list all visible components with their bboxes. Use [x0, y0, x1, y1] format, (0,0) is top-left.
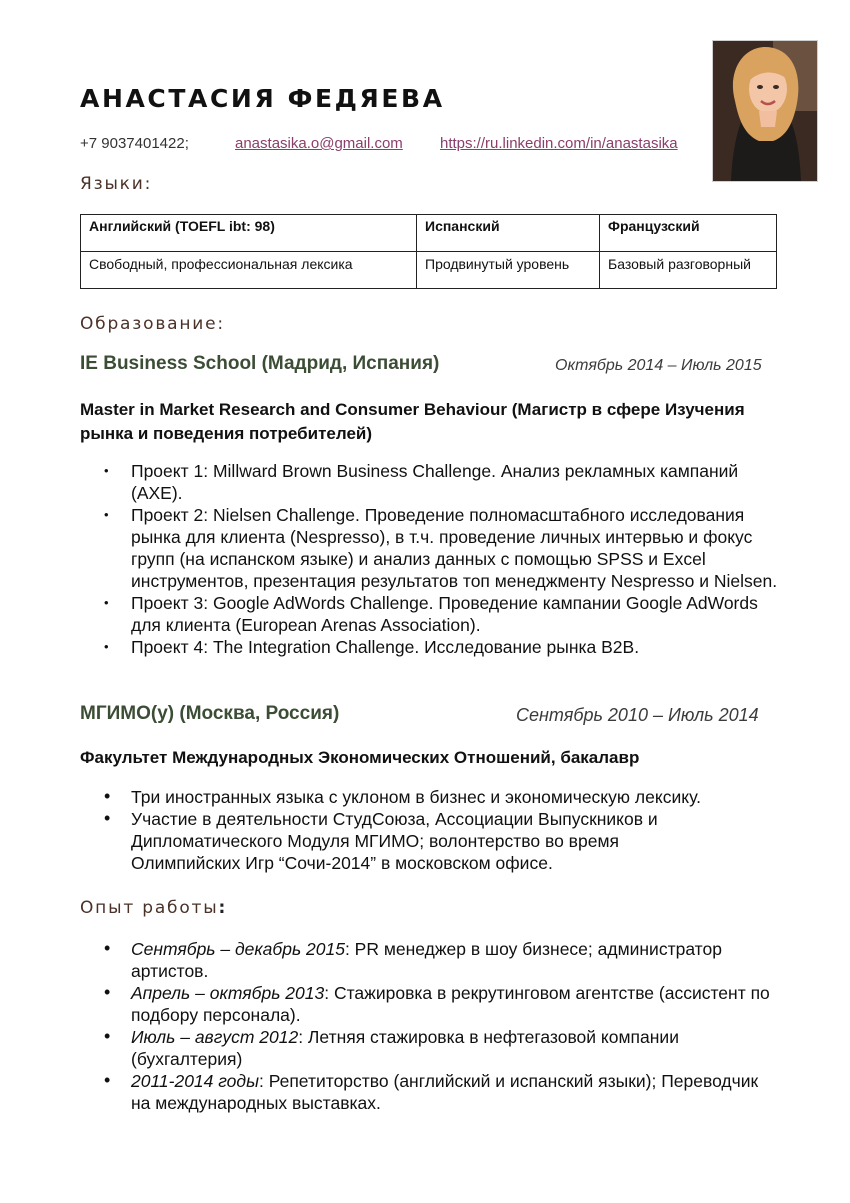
- list-item: • Проект 4: The Integration Challenge. Исследование рынка B2B.: [104, 637, 640, 657]
- portrait-image: [713, 41, 817, 181]
- table-cell: Продвинутый уровень: [417, 252, 600, 289]
- list-item: • Участие в деятельности СтудСоюза, Ассоциации Выпускников и Дипломатического Модуля МГИМО; волонтерство во время Олимпийских Игр “Сочи-2014” в московском офисе.: [104, 808, 658, 873]
- school-dates-ie: Октябрь 2014 – Июль 2015: [555, 357, 762, 374]
- bullet: •: [104, 1026, 111, 1046]
- list-item: • Сентябрь – декабрь 2015: PR менеджер в шоу бизнесе; администратор артистов.: [104, 938, 722, 981]
- languages-table: [80, 214, 777, 289]
- bullet: •: [104, 786, 111, 806]
- languages-header-row: [81, 215, 777, 252]
- experience-list: [80, 938, 770, 1114]
- bullet: •: [104, 938, 111, 958]
- experience-period: Сентябрь – декабрь 2015: [131, 939, 345, 959]
- bullet: •: [104, 463, 109, 478]
- table-cell: Базовый разговорный: [600, 252, 777, 289]
- profile-photo: [712, 40, 818, 182]
- bullet: •: [104, 1070, 111, 1090]
- degree-ie: Master in Market Research and Consumer Behaviour (Магистр в сфере Изучения рынка и поведения потребителей): [80, 400, 745, 443]
- school-dates-mgimo: Сентябрь 2010 – Июль 2014: [516, 705, 759, 725]
- section-title-education: Образование:: [80, 314, 225, 334]
- list-item: • Проект 1: Millward Brown Business Challenge. Анализ рекламных кампаний (AXE).: [104, 461, 739, 503]
- bullet: •: [104, 595, 109, 610]
- list-item: • Июль – август 2012: Летняя стажировка в нефтегазовой компании (бухгалтерия): [104, 1026, 679, 1069]
- table-cell: Французский: [600, 215, 777, 252]
- phone-number: +7 9037401422;: [80, 135, 189, 152]
- section-title-languages: Языки:: [80, 174, 153, 194]
- email-link[interactable]: anastasika.o@gmail.com: [235, 135, 403, 152]
- bullet: •: [104, 982, 111, 1002]
- degree-mgimo: Факультет Международных Экономических Отношений, бакалавр: [80, 748, 640, 767]
- table-cell: Свободный, профессиональная лексика: [81, 252, 417, 289]
- bullet: •: [104, 808, 111, 828]
- ie-projects-list: [80, 460, 780, 658]
- linkedin-link[interactable]: https://ru.linkedin.com/in/anastasika: [440, 135, 678, 152]
- mgimo-activities-list: [80, 786, 720, 874]
- list-item: • Проект 2: Nielsen Challenge. Проведение полномасштабного исследования рынка для клиента (Nespresso), в т.ч. проведение личных интервью и фокус групп (на испанском языке) и анализ данных с помощью SPSS и Excel инструментов, презентация результатов топ менеджменту Nespresso и Nielsen.: [104, 505, 778, 591]
- bullet: •: [104, 507, 109, 522]
- list-item: • 2011-2014 годы: Репетиторство (английский и испанский языки); Переводчик на международных выставках.: [104, 1070, 759, 1113]
- school-name-mgimo: МГИМО(у) (Москва, Россия): [80, 703, 340, 724]
- list-item: • Три иностранных языка с уклоном в бизнес и экономическую лексику.: [104, 786, 701, 807]
- section-title-experience: Опыт работы:: [80, 898, 228, 918]
- table-cell: Испанский: [417, 215, 600, 252]
- experience-period: Апрель – октябрь 2013: [131, 983, 325, 1003]
- languages-level-row: [81, 252, 777, 289]
- list-item: • Проект 3: Google AdWords Challenge. Проведение кампании Google AdWords для клиента (European Arenas Association).: [104, 593, 758, 635]
- candidate-name: АНАСТАСИЯ ФЕДЯЕВА: [80, 84, 445, 113]
- experience-period: Июль – август 2012: [131, 1027, 299, 1047]
- bullet: •: [104, 639, 109, 654]
- school-name-ie: IE Business School (Мадрид, Испания): [80, 353, 440, 374]
- experience-period: 2011-2014 годы: [131, 1071, 259, 1091]
- table-cell: Английский (TOEFL ibt: 98): [81, 215, 417, 252]
- list-item: • Апрель – октябрь 2013: Стажировка в рекрутинговом агентстве (ассистент по подбору персонала).: [104, 982, 770, 1025]
